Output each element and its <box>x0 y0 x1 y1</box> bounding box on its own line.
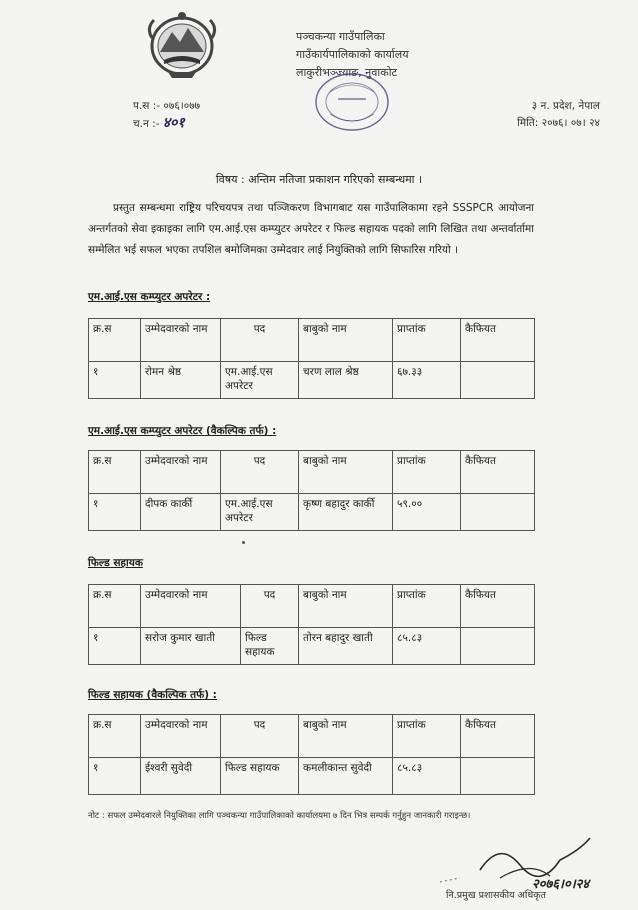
col-post: पद <box>221 319 299 362</box>
footer-note: नोट : सफल उम्मेदवारले नियुक्तिका लागि पञ्चकन्या गाउँपालिकाको कार्यालयमा ७ दिन भित्र सम्पर्क गर्नुहुन जानकारी गराइन्छ। <box>88 811 471 821</box>
cell-remarks <box>461 758 535 795</box>
table-header-row <box>89 585 535 628</box>
cell-remarks <box>461 628 535 665</box>
col-serial: क्र.स <box>89 715 141 758</box>
col-remarks: कैफियत <box>461 585 535 628</box>
nepal-emblem-icon <box>142 8 222 80</box>
municipality-name: पञ्चकन्या गाउँपालिका <box>296 30 385 43</box>
col-post: पद <box>221 715 299 758</box>
office-address: लाकुरीभञ्ज्याङ, नुवाकोट <box>296 66 398 79</box>
section-title-field-assistant: फिल्ड सहायक <box>88 557 143 569</box>
cell-father-name: कमलीकान्त सुवेदी <box>299 758 393 795</box>
results-table-field-assistant <box>88 584 535 665</box>
col-candidate-name: उम्मेदवारको नाम <box>141 715 221 758</box>
handwritten-date: २०७६।०।२४ <box>532 877 590 892</box>
col-serial: क्र.स <box>89 451 141 494</box>
col-remarks: कैफियत <box>461 451 535 494</box>
section-title-field-assistant-alternate: फिल्ड सहायक (वैकल्पिक तर्फ) : <box>88 689 217 701</box>
cell-candidate-name: दीपक कार्की <box>141 494 221 531</box>
cell-serial: १ <box>89 362 141 399</box>
table-row <box>89 494 535 531</box>
table-header-row <box>89 715 535 758</box>
signature-block <box>440 830 625 905</box>
cell-post: फिल्ड सहायक <box>241 628 299 665</box>
col-marks: प्राप्तांक <box>393 585 461 628</box>
cell-marks: ५९.०० <box>393 494 461 531</box>
col-candidate-name: उम्मेदवारको नाम <box>141 585 241 628</box>
cell-serial: १ <box>89 758 141 795</box>
cell-father-name: कृष्ण बहादुर कार्की <box>299 494 393 531</box>
col-serial: क्र.स <box>89 585 141 628</box>
col-post: पद <box>221 451 299 494</box>
table-row <box>89 362 535 399</box>
results-table-field-assistant-alternate <box>88 714 535 795</box>
section-title-mis-operator-alternate: एम.आई.एस कम्प्युटर अपरेटर (वैकल्पिक तर्फ) : <box>88 425 277 437</box>
col-marks: प्राप्तांक <box>393 319 461 362</box>
table-header-row <box>89 319 535 362</box>
col-marks: प्राप्तांक <box>393 451 461 494</box>
cell-marks: ८५.८३ <box>393 628 461 665</box>
chalani-number: ४०१ <box>162 115 185 131</box>
col-father-name: बाबुको नाम <box>299 585 393 628</box>
table-row <box>89 628 535 665</box>
table-header-row <box>89 451 535 494</box>
col-post: पद <box>241 585 299 628</box>
col-serial: क्र.स <box>89 319 141 362</box>
chalani-label: च.न :- <box>133 118 160 130</box>
col-candidate-name: उम्मेदवारको नाम <box>141 319 221 362</box>
chalani-line <box>133 115 200 133</box>
province-label: ३ न. प्रदेश, नेपाल <box>531 100 600 112</box>
results-table-mis-operator-alternate <box>88 450 535 531</box>
body-paragraph: प्रस्तुत सम्बन्धमा राष्ट्रिय परिचयपत्र तथा पञ्जिकरण विभागबाट यस गाउँपालिकामा रहने SSSPCR आयोजना अन्तर्गतको सेवा इकाइका लागि एम.आई.एस कम्प्युटर अपरेटर र फिल्ड सहायक पदको लागि लिखित तथा अन्तर्वार्तामा सम्मेलित भई सफल भएका तपशिल बमोजिमका उम्मेदवार लाई नियुक्तिको लागि सिफारिस गरियो । <box>88 202 534 256</box>
section-title-mis-operator: एम.आई.एस कम्प्युटर अपरेटर : <box>88 291 211 303</box>
col-father-name: बाबुको नाम <box>299 319 393 362</box>
letter-date: मिति: २०७६। ०७। २४ <box>517 117 600 129</box>
cell-serial: १ <box>89 494 141 531</box>
col-father-name: बाबुको नाम <box>299 715 393 758</box>
cell-father-name: तोरन बहादुर खाती <box>299 628 393 665</box>
patra-sankhya: प.स :- ०७६।०७७ <box>133 100 201 112</box>
signatory-title: नि.प्रमुख प्रशासकीय अधिकृत <box>446 890 546 901</box>
cell-candidate-name: ईश्वरी सुवेदी <box>141 758 221 795</box>
cell-marks: ८५.८३ <box>393 758 461 795</box>
reference-block <box>133 98 200 133</box>
office-name: गाउँकार्यपालिकाको कार्यालय <box>296 48 409 61</box>
speck <box>242 541 245 544</box>
cell-post: एम.आई.एस अपरेटर <box>221 362 299 399</box>
cell-father-name: चरण लाल श्रेष्ठ <box>299 362 393 399</box>
right-header <box>440 98 600 132</box>
col-remarks: कैफियत <box>461 715 535 758</box>
cell-post: फिल्ड सहायक <box>221 758 299 795</box>
table-row <box>89 758 535 795</box>
col-candidate-name: उम्मेदवारको नाम <box>141 451 221 494</box>
cell-remarks <box>461 494 535 531</box>
cell-candidate-name: रोमन श्रेष्ठ <box>141 362 221 399</box>
col-marks: प्राप्तांक <box>393 715 461 758</box>
col-remarks: कैफियत <box>461 319 535 362</box>
subject-line: विषय : अन्तिम नतिजा प्रकाशन गरिएको सम्बन्धमा । <box>215 173 423 186</box>
cell-marks: ६७.३३ <box>393 362 461 399</box>
cell-remarks <box>461 362 535 399</box>
cell-post: एम.आई.एस अपरेटर <box>221 494 299 531</box>
office-seal-stamp <box>300 70 410 140</box>
col-father-name: बाबुको नाम <box>299 451 393 494</box>
cell-serial: १ <box>89 628 141 665</box>
results-table-mis-operator <box>88 318 535 399</box>
cell-candidate-name: सरोज कुमार खाती <box>141 628 241 665</box>
